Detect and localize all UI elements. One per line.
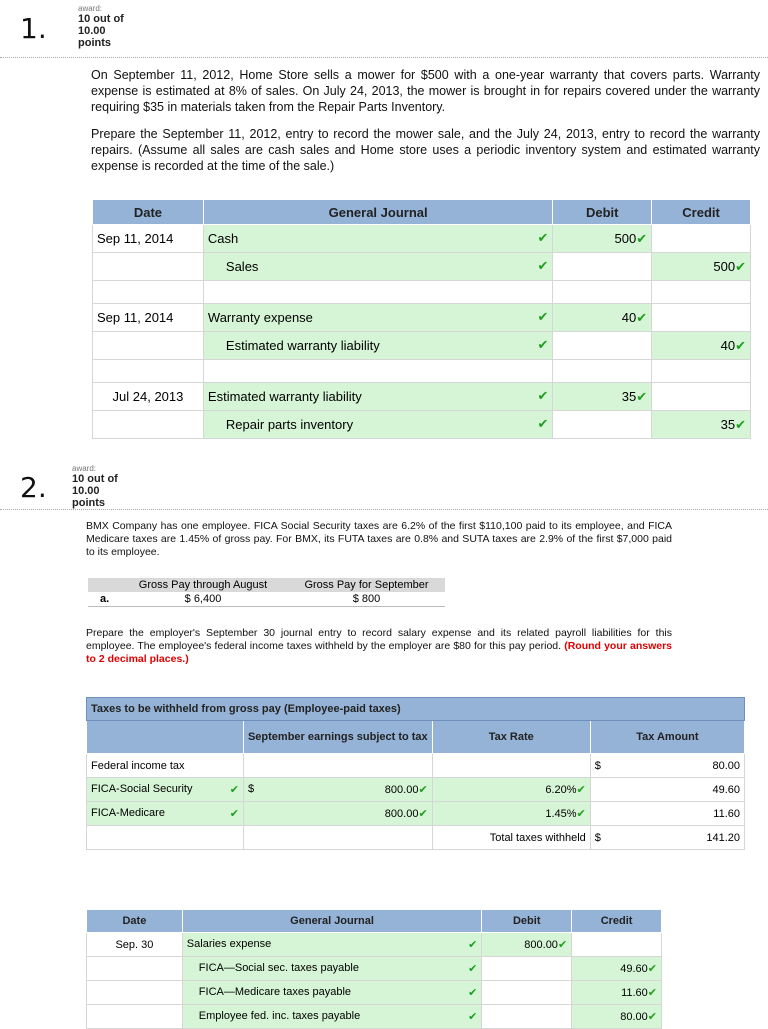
- check-icon: ✔: [647, 986, 657, 999]
- blank-cell: [243, 826, 432, 850]
- account-cell[interactable]: [203, 332, 552, 360]
- credit-value: 11.60: [621, 987, 648, 999]
- account-name: FICA—Medicare taxes payable: [198, 986, 352, 998]
- table-row: [93, 383, 751, 411]
- date-cell[interactable]: Sep 11, 2014: [93, 225, 204, 253]
- amount-cell: 49.60: [590, 778, 744, 802]
- rate-value: 6.20%: [545, 784, 577, 796]
- account-name: Employee fed. inc. taxes payable: [198, 1010, 361, 1022]
- debit-cell[interactable]: [553, 360, 652, 383]
- date-cell[interactable]: [93, 281, 204, 304]
- debit-cell[interactable]: [482, 981, 572, 1005]
- debit-cell[interactable]: [553, 332, 652, 360]
- check-icon: ✔: [557, 938, 568, 951]
- score-line: points: [72, 497, 105, 509]
- account-cell[interactable]: [203, 383, 552, 411]
- table-row: [93, 225, 751, 253]
- date-cell[interactable]: Sep 11, 2014: [93, 304, 204, 332]
- table-row: [87, 957, 662, 981]
- question-number: 2.: [20, 471, 47, 504]
- credit-cell[interactable]: [652, 253, 751, 281]
- check-icon: ✔: [735, 259, 746, 275]
- credit-value: 80.00: [620, 1011, 648, 1023]
- check-icon: ✔: [468, 986, 478, 999]
- check-icon: ✔: [468, 962, 478, 975]
- check-icon: ✔: [468, 1010, 478, 1023]
- credit-cell[interactable]: [652, 360, 751, 383]
- award-block: [78, 5, 124, 49]
- earnings-cell[interactable]: [243, 778, 432, 802]
- date-cell[interactable]: [93, 411, 204, 439]
- check-icon: ✔: [636, 310, 648, 326]
- check-icon: ✔: [229, 807, 239, 820]
- credit-cell[interactable]: [652, 411, 751, 439]
- score-line: 10 out of: [72, 473, 118, 485]
- dollar-sign: $: [594, 831, 601, 844]
- col-header-amount: Tax Amount: [590, 721, 744, 754]
- account-name: FICA—Social sec. taxes payable: [198, 962, 359, 974]
- earnings-value: 800.00: [384, 808, 419, 820]
- col-header-credit: Credit: [572, 910, 662, 933]
- journal-table: [92, 199, 751, 439]
- date-cell[interactable]: [87, 957, 183, 981]
- check-icon: ✔: [537, 231, 549, 246]
- instructions: Prepare the September 11, 2012, entry to record the mower sale, and the July 24, 2013, entry to record the warranty repairs. (Assume all sales are cash sales and Home store uses a periodic inventory system and estimated warranty expense is recorded at the time of the sale.): [91, 127, 760, 173]
- earnings-cell[interactable]: [243, 754, 432, 778]
- account-cell[interactable]: [203, 253, 552, 281]
- account-cell[interactable]: [203, 281, 552, 304]
- tax-label-text: FICA-Social Security: [91, 783, 193, 795]
- check-icon: ✔: [418, 783, 428, 796]
- account-cell[interactable]: [182, 981, 482, 1005]
- date-cell[interactable]: [93, 332, 204, 360]
- col-header-journal: General Journal: [203, 200, 552, 225]
- tax-label-text: FICA-Medicare: [91, 807, 165, 819]
- table-row: [93, 304, 751, 332]
- score-line: 10.00: [72, 485, 100, 497]
- journal-table: [86, 909, 662, 1029]
- account-name: Repair parts inventory: [225, 417, 354, 432]
- check-icon: ✔: [647, 962, 657, 975]
- credit-cell[interactable]: [572, 957, 662, 981]
- account-cell[interactable]: [203, 225, 552, 253]
- credit-cell[interactable]: [652, 383, 751, 411]
- debit-value: 500: [614, 230, 637, 246]
- check-icon: ✔: [418, 807, 428, 820]
- rate-cell[interactable]: [432, 802, 590, 826]
- check-icon: ✔: [229, 783, 239, 796]
- credit-cell[interactable]: [652, 304, 751, 332]
- divider: [0, 509, 768, 510]
- check-icon: ✔: [576, 807, 586, 820]
- table-row: [87, 802, 745, 826]
- problem-statement: On September 11, 2012, Home Store sells a mower for $500 with a one-year warranty that covers parts. Warranty expense is estimated at 8% of sales. On July 24, 2013, the mower is brought in for repairs covered under the warranty requiring $35 in materials taken from the Repair Parts Inventory.: [91, 68, 760, 114]
- account-cell[interactable]: [182, 957, 482, 981]
- debit-value: 40: [621, 309, 637, 325]
- debit-cell[interactable]: [553, 304, 652, 332]
- debit-cell[interactable]: [553, 411, 652, 439]
- award-label: award:: [78, 4, 103, 13]
- table-row: [87, 778, 745, 802]
- award-block: [72, 465, 118, 509]
- check-icon: ✔: [576, 783, 586, 796]
- rounding-note: (Round your answers to 2 decimal places.): [86, 640, 673, 665]
- question-number: 1.: [20, 12, 47, 45]
- total-amount: 141.20: [706, 831, 740, 844]
- debit-cell[interactable]: [482, 1005, 572, 1029]
- col-header-date: Date: [87, 910, 183, 933]
- total-row: [87, 826, 745, 850]
- account-name: Sales: [225, 259, 259, 274]
- table-row: [87, 981, 662, 1005]
- col-header-debit: Debit: [553, 200, 652, 225]
- credit-value: 500: [713, 258, 736, 274]
- check-icon: ✔: [647, 1010, 657, 1023]
- debit-value: 35: [621, 388, 637, 404]
- tax-table: [86, 697, 745, 850]
- col-header-september: Gross Pay for September: [288, 578, 445, 592]
- account-cell[interactable]: [203, 360, 552, 383]
- score-line: points: [78, 37, 111, 49]
- check-icon: ✔: [537, 310, 549, 325]
- check-icon: ✔: [468, 938, 478, 951]
- table-row: [87, 933, 662, 957]
- credit-value: 40: [720, 337, 736, 353]
- table-row: [93, 332, 751, 360]
- table-row: [93, 253, 751, 281]
- earnings-value: 800.00: [384, 784, 419, 796]
- total-amount-cell: [590, 826, 744, 850]
- account-cell[interactable]: [182, 1005, 482, 1029]
- check-icon: ✔: [735, 417, 746, 433]
- check-icon: ✔: [735, 338, 746, 354]
- credit-cell[interactable]: [652, 281, 751, 304]
- rate-cell[interactable]: [432, 778, 590, 802]
- row-label: a.: [88, 592, 118, 607]
- award-label: award:: [72, 464, 97, 473]
- account-cell[interactable]: [203, 304, 552, 332]
- blank-row: [93, 281, 751, 304]
- credit-value: 49.60: [620, 963, 648, 975]
- dollar-sign: $: [247, 783, 255, 795]
- tax-table-caption: Taxes to be withheld from gross pay (Employee-paid taxes): [87, 698, 745, 721]
- score-line: 10.00: [78, 25, 106, 37]
- gross-pay-september: $ 800: [288, 592, 445, 607]
- table-row: [87, 754, 745, 778]
- check-icon: ✔: [537, 338, 549, 353]
- debit-value: 800.00: [524, 939, 558, 951]
- gross-pay-table: [88, 578, 445, 607]
- account-cell[interactable]: [182, 933, 482, 957]
- tax-label: Federal income tax: [87, 754, 244, 778]
- date-cell[interactable]: [93, 253, 204, 281]
- debit-cell[interactable]: [553, 253, 652, 281]
- tax-label[interactable]: [87, 778, 244, 802]
- account-name: Estimated warranty liability: [207, 389, 362, 404]
- dollar-sign: $: [594, 759, 601, 772]
- account-name: Warranty expense: [207, 310, 313, 325]
- credit-cell[interactable]: [652, 225, 751, 253]
- rate-cell[interactable]: [432, 754, 590, 778]
- tax-label[interactable]: [87, 802, 244, 826]
- debit-cell[interactable]: [553, 383, 652, 411]
- earnings-cell[interactable]: [243, 802, 432, 826]
- check-icon: ✔: [636, 389, 648, 405]
- check-icon: ✔: [636, 231, 648, 247]
- col-header-journal: General Journal: [182, 910, 482, 933]
- blank-cell: [87, 826, 244, 850]
- credit-value: 35: [720, 416, 736, 432]
- amount-cell: [590, 754, 744, 778]
- amount-cell: 11.60: [590, 802, 744, 826]
- rate-value: 1.45%: [545, 808, 577, 820]
- debit-cell[interactable]: [482, 933, 572, 957]
- credit-cell[interactable]: [572, 1005, 662, 1029]
- divider: [0, 57, 768, 58]
- blank-header: [88, 578, 118, 592]
- debit-cell[interactable]: [482, 957, 572, 981]
- check-icon: ✔: [537, 259, 549, 274]
- account-name: Salaries expense: [186, 938, 272, 950]
- instructions: [86, 627, 672, 666]
- gross-pay-august: $ 6,400: [118, 592, 288, 607]
- date-cell[interactable]: [87, 1005, 183, 1029]
- problem-statement: BMX Company has one employee. FICA Social Security taxes are 6.2% of the first $110,100 paid to its employee, and FICA Medicare taxes are 1.45% of gross pay. For BMX, its FUTA taxes are 0.8% and SUTA taxes are 2.9% of the first $7,000 paid to its employee.: [86, 520, 672, 558]
- credit-cell[interactable]: [572, 933, 662, 957]
- total-label: Total taxes withheld: [432, 826, 590, 850]
- account-name: Cash: [207, 231, 239, 246]
- col-header-august: Gross Pay through August: [118, 578, 288, 592]
- score-line: 10 out of: [78, 13, 124, 25]
- account-name: Estimated warranty liability: [225, 338, 380, 353]
- date-cell[interactable]: Sep. 30: [87, 933, 183, 957]
- debit-cell[interactable]: [553, 281, 652, 304]
- date-cell[interactable]: [93, 360, 204, 383]
- check-icon: ✔: [537, 417, 549, 432]
- col-header-debit: Debit: [482, 910, 572, 933]
- col-header-credit: Credit: [652, 200, 751, 225]
- col-header-earnings: September earnings subject to tax: [243, 721, 432, 754]
- table-row: [87, 1005, 662, 1029]
- blank-header: [87, 721, 244, 754]
- col-header-date: Date: [93, 200, 204, 225]
- blank-row: [93, 360, 751, 383]
- instructions-text: Prepare the employer's September 30 journal entry to record salary expense and its related payroll liabilities for this employee. The employee's federal income taxes withheld by the employer are $80 for this pay period.: [86, 627, 672, 652]
- check-icon: ✔: [537, 389, 549, 404]
- account-cell[interactable]: [203, 411, 552, 439]
- date-cell[interactable]: Jul 24, 2013: [93, 383, 204, 411]
- col-header-rate: Tax Rate: [432, 721, 590, 754]
- debit-cell[interactable]: [553, 225, 652, 253]
- amount-value: 80.00: [712, 759, 740, 772]
- credit-cell[interactable]: [572, 981, 662, 1005]
- credit-cell[interactable]: [652, 332, 751, 360]
- question-text: [91, 67, 760, 174]
- date-cell[interactable]: [87, 981, 183, 1005]
- table-row: [93, 411, 751, 439]
